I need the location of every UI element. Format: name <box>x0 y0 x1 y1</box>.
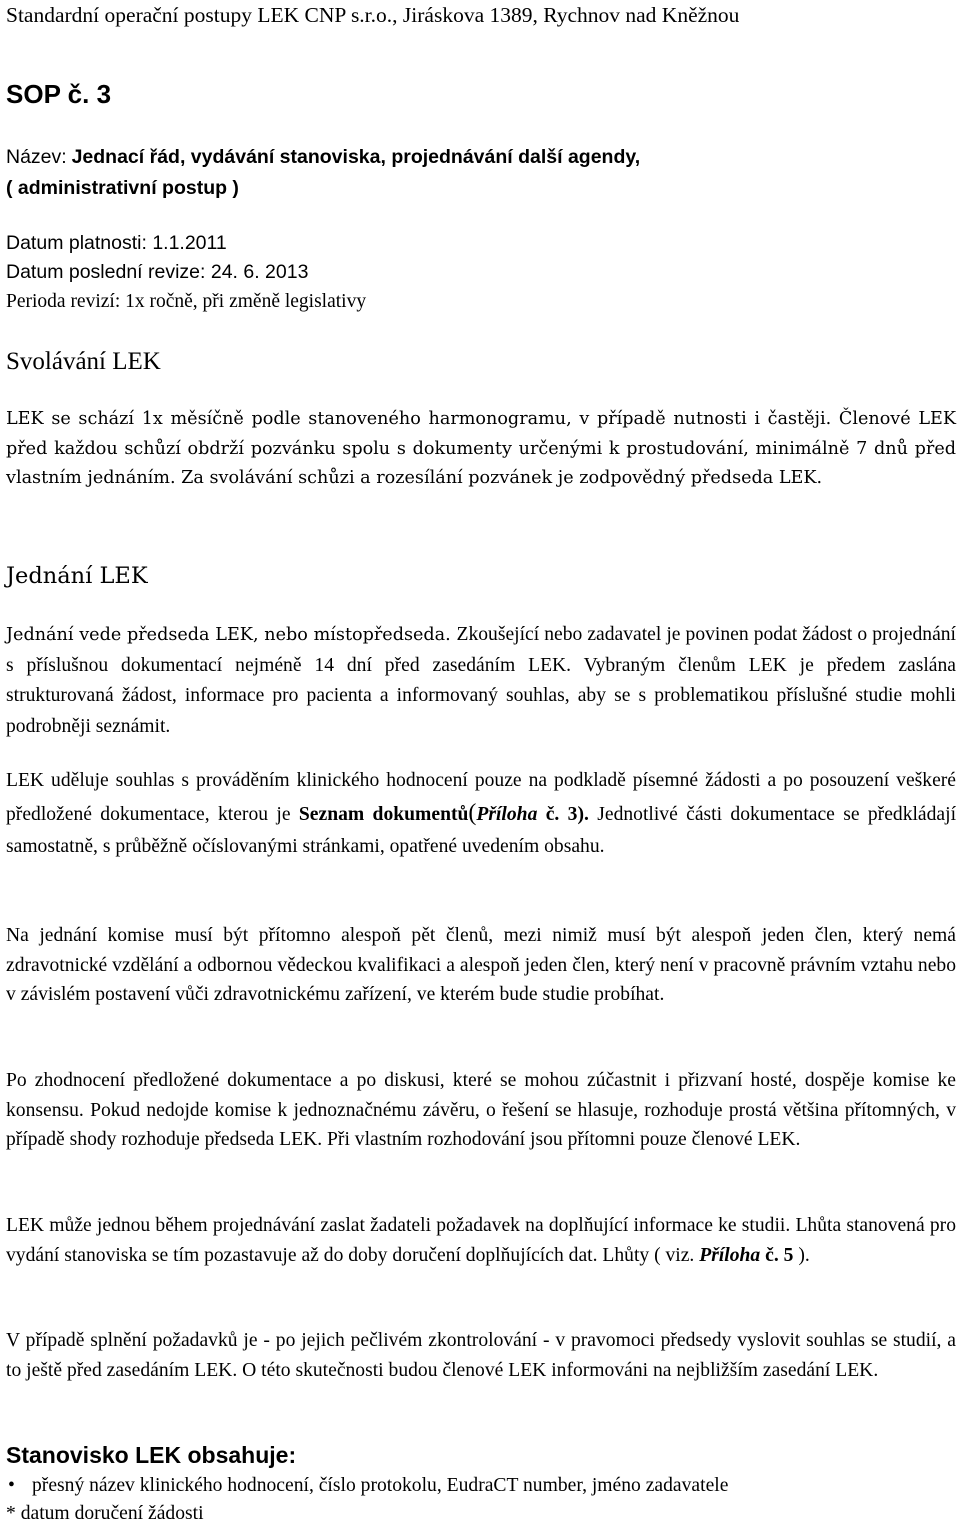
stanovisko-list <box>6 1472 956 1528</box>
nazev-label: Název: <box>6 146 67 168</box>
revision-info <box>6 229 956 316</box>
list-item-datum: * datum doručení žádosti <box>6 1503 204 1524</box>
stanovisko-bullets <box>6 1472 956 1500</box>
paragraph-jednani-2 <box>6 765 956 863</box>
nazev-value-continued: ( administrativní postup ) <box>6 177 239 199</box>
priloha-number: č. 3). <box>545 804 589 825</box>
section-title-svolavani: Svolávání LEK <box>6 348 161 375</box>
section-title-jednani: Jednání LEK <box>6 563 148 589</box>
priloha-5-label: Příloha <box>699 1244 761 1266</box>
section-title-stanovisko: Stanovisko LEK obsahuje: <box>6 1442 297 1468</box>
paragraph-jednani-6: V případě splnění požadavků je - po jejich pečlivém zkontrolování - v pravomoci předsedy vyslovit souhlas se studií, a to ještě před zasedáním LEK. O této skutečnosti budou členové LEK informováni na nejbližším zasedání LEK. <box>6 1330 956 1381</box>
jednani-p2-b: Jednotlivé části dokumentace se předkládají samostatně, s průběžně očíslovanými stránkami, opatřené uvedením obsahu. <box>6 804 957 857</box>
list-item <box>6 1472 956 1500</box>
datum-revize: Datum poslední revize: 24. 6. 2013 <box>6 261 309 283</box>
jednani-p1-a: Jednání vede předseda LEK, nebo místopředseda. <box>6 625 451 645</box>
seznam-dokumentu: Seznam dokumentů <box>298 804 469 825</box>
svolavani-text-tail: Za svolávání schůzi a rozesílání pozvánek je zodpovědný předseda LEK. <box>181 468 823 488</box>
bullet-icon: • <box>8 1475 15 1496</box>
nazev-value: Jednací řád, vydávání stanoviska, projednávání další agendy, <box>71 146 641 168</box>
paragraph-jednani-1 <box>6 620 956 742</box>
jednani-p5-a: LEK může jednou během projednávání zaslat žadateli požadavek na doplňující informace ke studii. Lhůta stanovená pro vydání stanoviska se tím pozastavuje až do doby doručení doplňujících dat. Lhůty ( viz. <box>6 1215 956 1266</box>
paragraph-jednani-3: Na jednání komise musí být přítomno alespoň pět členů, mezi nimiž musí být alespoň jeden člen, který nemá zdravotnické vzdělání a odbornou vědeckou kvalifikaci a alespoň jeden člen, který není v pracovně právním vztahu nebo v závislém postavení vůči zdravotnickému zařízení, ve kterém bude studie probíhat. <box>6 925 956 1005</box>
sop-number: SOP č. 3 <box>6 79 112 109</box>
perioda-revizi: Perioda revizí: 1x ročně, při změně legislativy <box>6 291 367 312</box>
document-header: Standardní operační postupy LEK CNP s.r.o., Jiráskova 1389, Rychnov nad Kněžnou <box>6 3 740 27</box>
document-title-block <box>6 142 956 203</box>
priloha-5-close: ). <box>798 1244 810 1266</box>
paragraph-jednani-4: Po zhodnocení předložené dokumentace a po diskusi, které se mohou zúčastnit i přizvaní hosté, dospěje komise ke konsensu. Pokud nedojde komise k jednoznačnému závěru, o řešení se hlasuje, rozhoduje prostá většina přítomných, v případě shody rozhoduje předseda LEK. Při vlastním rozhodování jsou přítomni pouze členové LEK. <box>6 1070 956 1150</box>
priloha-5-number: č. 5 <box>765 1244 794 1266</box>
datum-platnosti: Datum platnosti: 1.1.2011 <box>6 232 227 254</box>
svolavani-text: LEK se schází 1x měsíčně podle stanoveného harmonogramu, v případě nutnosti i častěji. Členové LEK před každou schůzí obdrží pozvánku spolu s dokumenty určenými k prostudování, minimálně 7 dnů před vlastním jednáním. <box>6 409 956 488</box>
priloha-label: Příloha <box>476 804 538 825</box>
list-item-text: přesný název klinického hodnocení, číslo protokolu, EudraCT number, jméno zadavatele <box>32 1475 729 1496</box>
jednani-p1-b: Zkoušející nebo zadavatel je povinen podat žádost o projednání s příslušnou dokumentací nejméně 14 dní před zasedáním LEK. Vybraným členům LEK je předem zaslána strukturovaná žádost, informace pro pacienta a informovaný souhlas, aby se s problematikou příslušné studie mohli podrobněji seznámit. <box>6 624 957 737</box>
jednani-p2-a: LEK uděluje souhlas s prováděním klinického hodnocení pouze na podkladě písemné žádosti a po posouzení veškeré předložené dokumentace, kterou je <box>6 770 956 825</box>
paragraph-svolavani <box>6 405 956 494</box>
paragraph-jednani-5 <box>6 1211 956 1270</box>
paren-open: ( <box>468 800 477 826</box>
